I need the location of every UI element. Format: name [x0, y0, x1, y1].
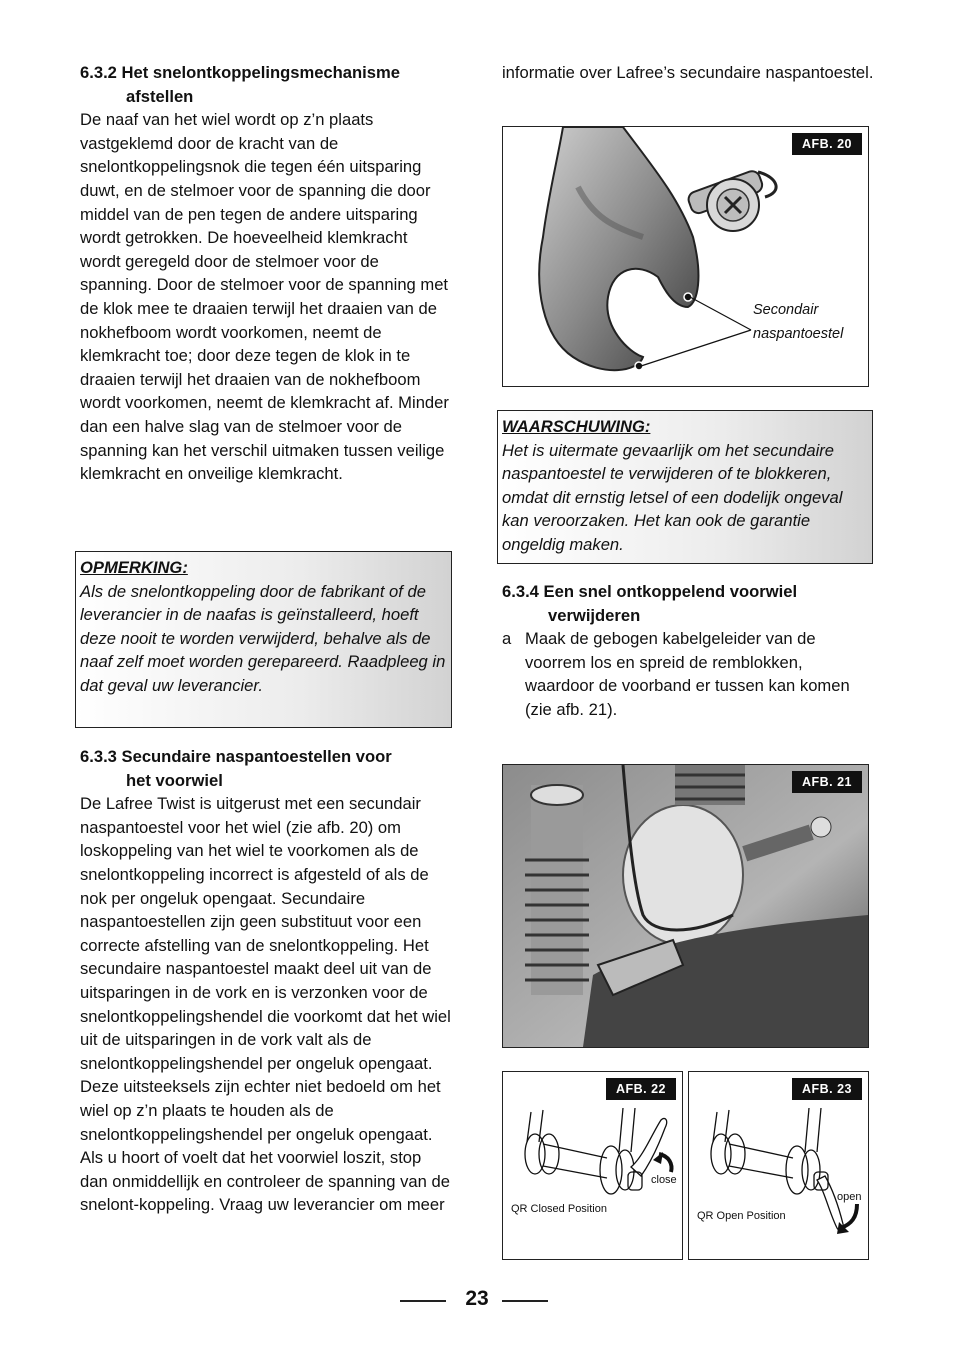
section-6-3-4-heading: 6.3.4 Een snel ontkoppelend voorwiel verwijderen: [502, 582, 798, 625]
figure-22-label: AFB. 22: [606, 1078, 676, 1100]
section-6-3-2-heading: 6.3.2 Het snelontkoppelingsmechanisme afstellen: [80, 63, 400, 106]
figure-23-label: AFB. 23: [792, 1078, 862, 1100]
continued-text: informatie over Lafree’s secundaire naspantoestel.: [502, 63, 874, 82]
figure-20: [502, 126, 869, 387]
section-6-3-3-heading: 6.3.3 Secundaire naspantoestellen voor het voorwiel: [80, 747, 392, 790]
warning-body: Het is uitermate gevaarlijk om het secundaire naspantoestel te verwijderen of te blokkeren, omdat dit ernstig letsel of een dodelijk ongeval kan veroorzaken. Het kan ook de garantie ongeldig maken.: [502, 440, 843, 554]
page-number: 23: [465, 1287, 489, 1310]
note-heading: OPMERKING:: [80, 558, 188, 577]
section-6-3-3: [80, 745, 452, 1217]
list-item-a: a Maak de gebogen kabelgeleider van de voorrem los en spreid de remblokken, waardoor de voorband er tussen kan komen (zie afb. 21).: [502, 629, 850, 719]
hub-quick-release-open-icon: [689, 1072, 868, 1259]
left-column: [80, 61, 452, 486]
figure-22-caption: QR Closed Position: [511, 1203, 607, 1215]
section-6-3-3-body: De Lafree Twist is uitgerust met een secundair naspantoestel voor het wiel (zie afb. 20) om loskoppeling van het wiel te voorkomen als de snelontkoppeling incorrect is afgesteld of als de nok per ongeluk opengaat. Secundaire naspantoestellen zijn geen substituut voor een correcte afstelling van de snelontkoppeling. Het secundaire naspantoestel maakt deel uit van de uitsparingen in de vork en is verzonken voor de snelontkoppelingshendel die voorkomt dat het wiel uit de uitsparingen in de vork valt als de snelontkoppelingshendel per ongeluk opengaat. Deze uitsteeksels zijn echter niet bedoeld om het wiel op z’n plaats te houden als de snelontkoppelingshendel per ongeluk opengaat. Als u hoort of voelt dat het voorwiel loszit, stop dan onmiddellijk en controleer de spanning van de snelont-koppeling. Vraag uw leverancier om meer: [80, 794, 451, 1215]
warning-box: [497, 410, 873, 564]
figure-22: [502, 1071, 683, 1260]
note-box: [75, 551, 452, 728]
figure-20-caption: Secondair naspantoestel: [753, 302, 844, 342]
figure-23-open-word: open: [837, 1191, 862, 1203]
figure-20-label: AFB. 20: [792, 133, 862, 155]
warning-heading: WAARSCHUWING:: [502, 417, 651, 436]
fork-dropout-photo-icon: [503, 127, 868, 386]
figure-23: [688, 1071, 869, 1260]
figure-23-caption: QR Open Position: [697, 1210, 786, 1222]
hub-quick-release-closed-icon: [503, 1072, 682, 1259]
page-number-rule-right: [502, 1300, 548, 1302]
section-6-3-4: [502, 580, 872, 722]
figure-21: [502, 764, 869, 1048]
figure-22-close-word: close: [651, 1174, 677, 1186]
note-body: Als de snelontkoppeling door de fabrikant of de leverancier in de naafas is geïnstalleerd, hoeft deze nooit te worden verwijderd, behalve als de naaf zelf moet worden gerepareerd. Raadpleeg in dat geval uw leverancier.: [80, 581, 446, 695]
section-6-3-2-body: De naaf van het wiel wordt op z’n plaats vastgeklemd door de kracht van de snelontkoppelingsnok die tegen één uitsparing duwt, en de stelmoer voor de spanning die door middel van de pen tegen de andere uitsparing wordt getrokken. De hoeveelheid klemkracht wordt geregeld door de stelmoer voor de spanning. Door de stelmoer voor de spanning met de klok mee te draaien terwijl het draaien van de nokhefboom wordt voorkomen, neemt de klemkracht toe; door deze tegen de klok in te draaien terwijl het draaien van de nokhefboom wordt voorkomen, neemt de klemkracht af. Minder dan een halve slag van de stelmoer voor de spanning kan het verschil uitmaken tussen veilige klemkracht en onveilige klemkracht.: [80, 110, 449, 484]
right-column-top: [502, 61, 874, 85]
front-brake-wheel-photo-icon: [503, 765, 868, 1047]
figure-21-label: AFB. 21: [792, 771, 862, 793]
